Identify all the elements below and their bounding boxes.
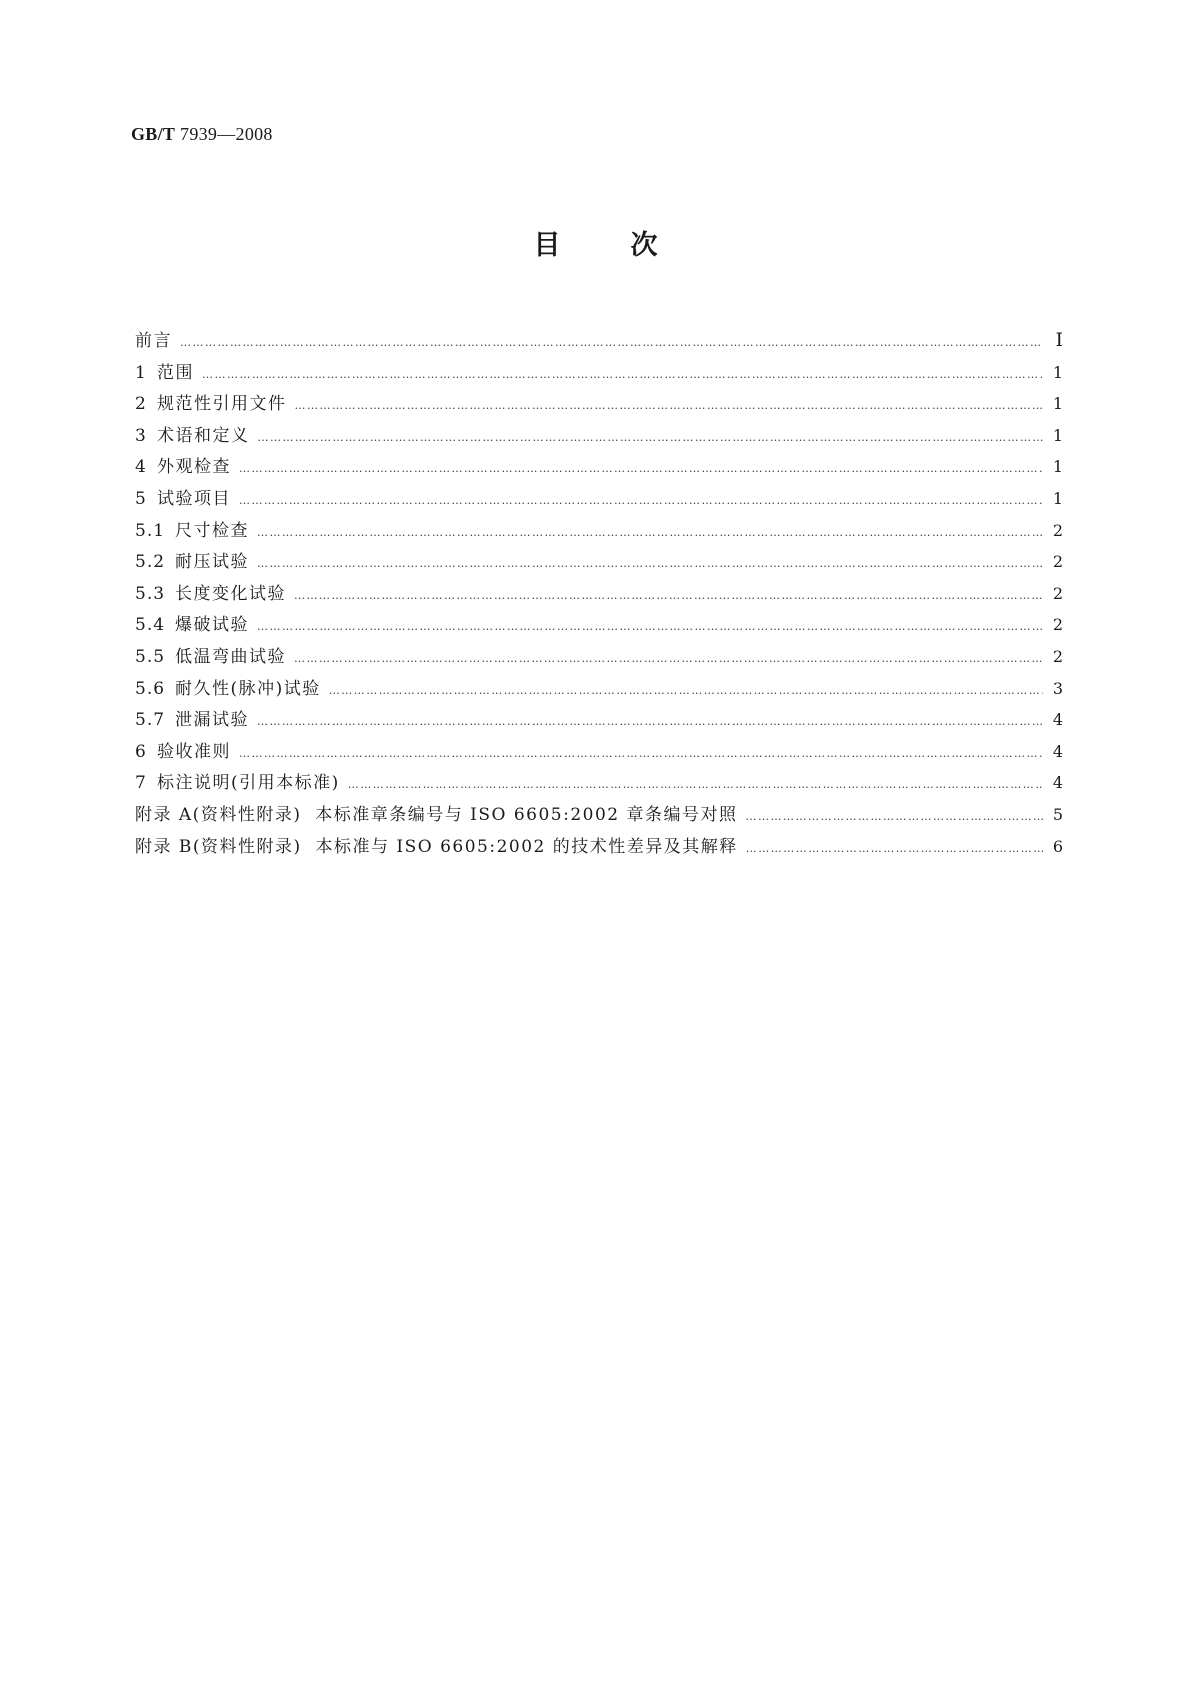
toc-leader-dots — [295, 399, 1044, 412]
toc-entry-title: 验收准则 — [157, 741, 231, 762]
toc-entry-title: 耐压试验 — [175, 552, 249, 573]
toc-leader-dots — [257, 715, 1043, 728]
toc-entry[interactable] — [135, 484, 1063, 516]
toc-entry-title: 术语和定义 — [157, 425, 250, 446]
toc-entry-title: 规范性引用文件 — [157, 394, 287, 415]
toc-entry-title: 标注说明(引用本标准) — [157, 773, 340, 794]
toc-leader-dots — [258, 431, 1044, 444]
toc-entry-number: 5.1 — [135, 520, 166, 541]
toc-entry-number: 3 — [135, 425, 147, 446]
toc-entry-number: 4 — [135, 457, 147, 478]
toc-leader-dots — [180, 336, 1043, 349]
toc-entry-page: 4 — [1052, 741, 1063, 761]
toc-entry-title: 长度变化试验 — [175, 583, 286, 604]
toc-entry-page: 1 — [1052, 362, 1063, 382]
toc-entry-title: 低温弯曲试验 — [175, 646, 286, 667]
toc-entry[interactable] — [135, 547, 1063, 579]
toc-leader-dots — [257, 557, 1043, 570]
toc-entry-page: 2 — [1052, 583, 1063, 603]
toc-entry-number: 5.4 — [135, 615, 166, 636]
toc-entry-page: 1 — [1052, 394, 1063, 414]
toc-entry[interactable] — [135, 389, 1063, 421]
toc-leader-dots — [746, 842, 1043, 855]
toc-entry-title: 耐久性(脉冲)试验 — [175, 678, 321, 699]
title-char-2: 次 — [630, 230, 658, 261]
toc-entry-page: 5 — [1052, 804, 1063, 824]
toc-entry[interactable] — [135, 737, 1063, 769]
toc-entry-title: 爆破试验 — [175, 615, 249, 636]
toc-entry[interactable] — [135, 705, 1063, 737]
toc-leader-dots — [294, 652, 1043, 665]
table-of-contents — [135, 326, 1063, 863]
title-char-1: 目 — [533, 230, 561, 261]
toc-entry[interactable] — [135, 674, 1063, 706]
toc-entry[interactable] — [135, 832, 1063, 864]
toc-entry[interactable] — [135, 610, 1063, 642]
toc-entry[interactable] — [135, 800, 1063, 832]
toc-entry-number: 6 — [135, 741, 147, 762]
toc-entry-page: 6 — [1052, 836, 1063, 856]
toc-entry-page: 2 — [1052, 646, 1063, 666]
toc-entry-number: 7 — [135, 773, 147, 794]
toc-entry-page: 4 — [1052, 773, 1063, 793]
toc-entry-title: 外观检查 — [157, 457, 231, 478]
standard-code — [131, 124, 273, 145]
toc-entry-number: 5.7 — [135, 710, 166, 731]
toc-leader-dots — [329, 684, 1043, 697]
toc-entry-page: 4 — [1052, 710, 1063, 730]
toc-entry[interactable] — [135, 768, 1063, 800]
toc-leader-dots — [239, 494, 1043, 507]
toc-entry-number: 2 — [135, 394, 147, 415]
standard-number: 7939—2008 — [175, 124, 273, 144]
toc-leader-dots — [202, 368, 1043, 381]
page-title — [0, 226, 1191, 266]
toc-leader-dots — [257, 526, 1043, 539]
toc-entry[interactable] — [135, 642, 1063, 674]
toc-entry[interactable] — [135, 326, 1063, 358]
toc-entry-title: 前言 — [135, 331, 172, 351]
toc-entry-page: 1 — [1052, 488, 1063, 508]
toc-entry-page: 3 — [1052, 678, 1063, 698]
toc-entry[interactable] — [135, 421, 1063, 453]
toc-entry-page: 2 — [1052, 615, 1063, 635]
toc-entry-number: 1 — [135, 362, 147, 383]
toc-entry-title: 范围 — [157, 362, 194, 383]
toc-leader-dots — [746, 810, 1043, 823]
toc-entry-number: 5.5 — [135, 646, 166, 667]
toc-entry-number: 5.3 — [135, 583, 166, 604]
toc-entry-page: Ⅰ — [1055, 329, 1063, 351]
toc-entry-title: 附录 A(资料性附录) 本标准章条编号与 ISO 6605:2002 章条编号对照 — [135, 804, 738, 825]
toc-entry-page: 1 — [1052, 457, 1063, 477]
toc-leader-dots — [294, 589, 1043, 602]
toc-entry-number: 5.2 — [135, 552, 166, 573]
toc-entry-page: 1 — [1052, 425, 1063, 445]
toc-entry-page: 2 — [1052, 552, 1063, 572]
toc-entry[interactable] — [135, 579, 1063, 611]
toc-entry[interactable] — [135, 358, 1063, 390]
toc-entry[interactable] — [135, 516, 1063, 548]
toc-entry-number: 5.6 — [135, 678, 166, 699]
toc-leader-dots — [239, 747, 1043, 760]
toc-entry[interactable] — [135, 452, 1063, 484]
toc-entry-title: 试验项目 — [157, 488, 231, 509]
toc-entry-title: 附录 B(资料性附录) 本标准与 ISO 6605:2002 的技术性差异及其解释 — [135, 836, 738, 857]
toc-entry-page: 2 — [1052, 520, 1063, 540]
toc-leader-dots — [257, 620, 1043, 633]
toc-entry-title: 泄漏试验 — [175, 710, 249, 731]
toc-entry-title: 尺寸检查 — [175, 520, 249, 541]
standard-prefix: GB/T — [131, 124, 176, 144]
toc-leader-dots — [239, 462, 1043, 475]
toc-leader-dots — [348, 778, 1043, 791]
toc-entry-number: 5 — [135, 488, 147, 509]
